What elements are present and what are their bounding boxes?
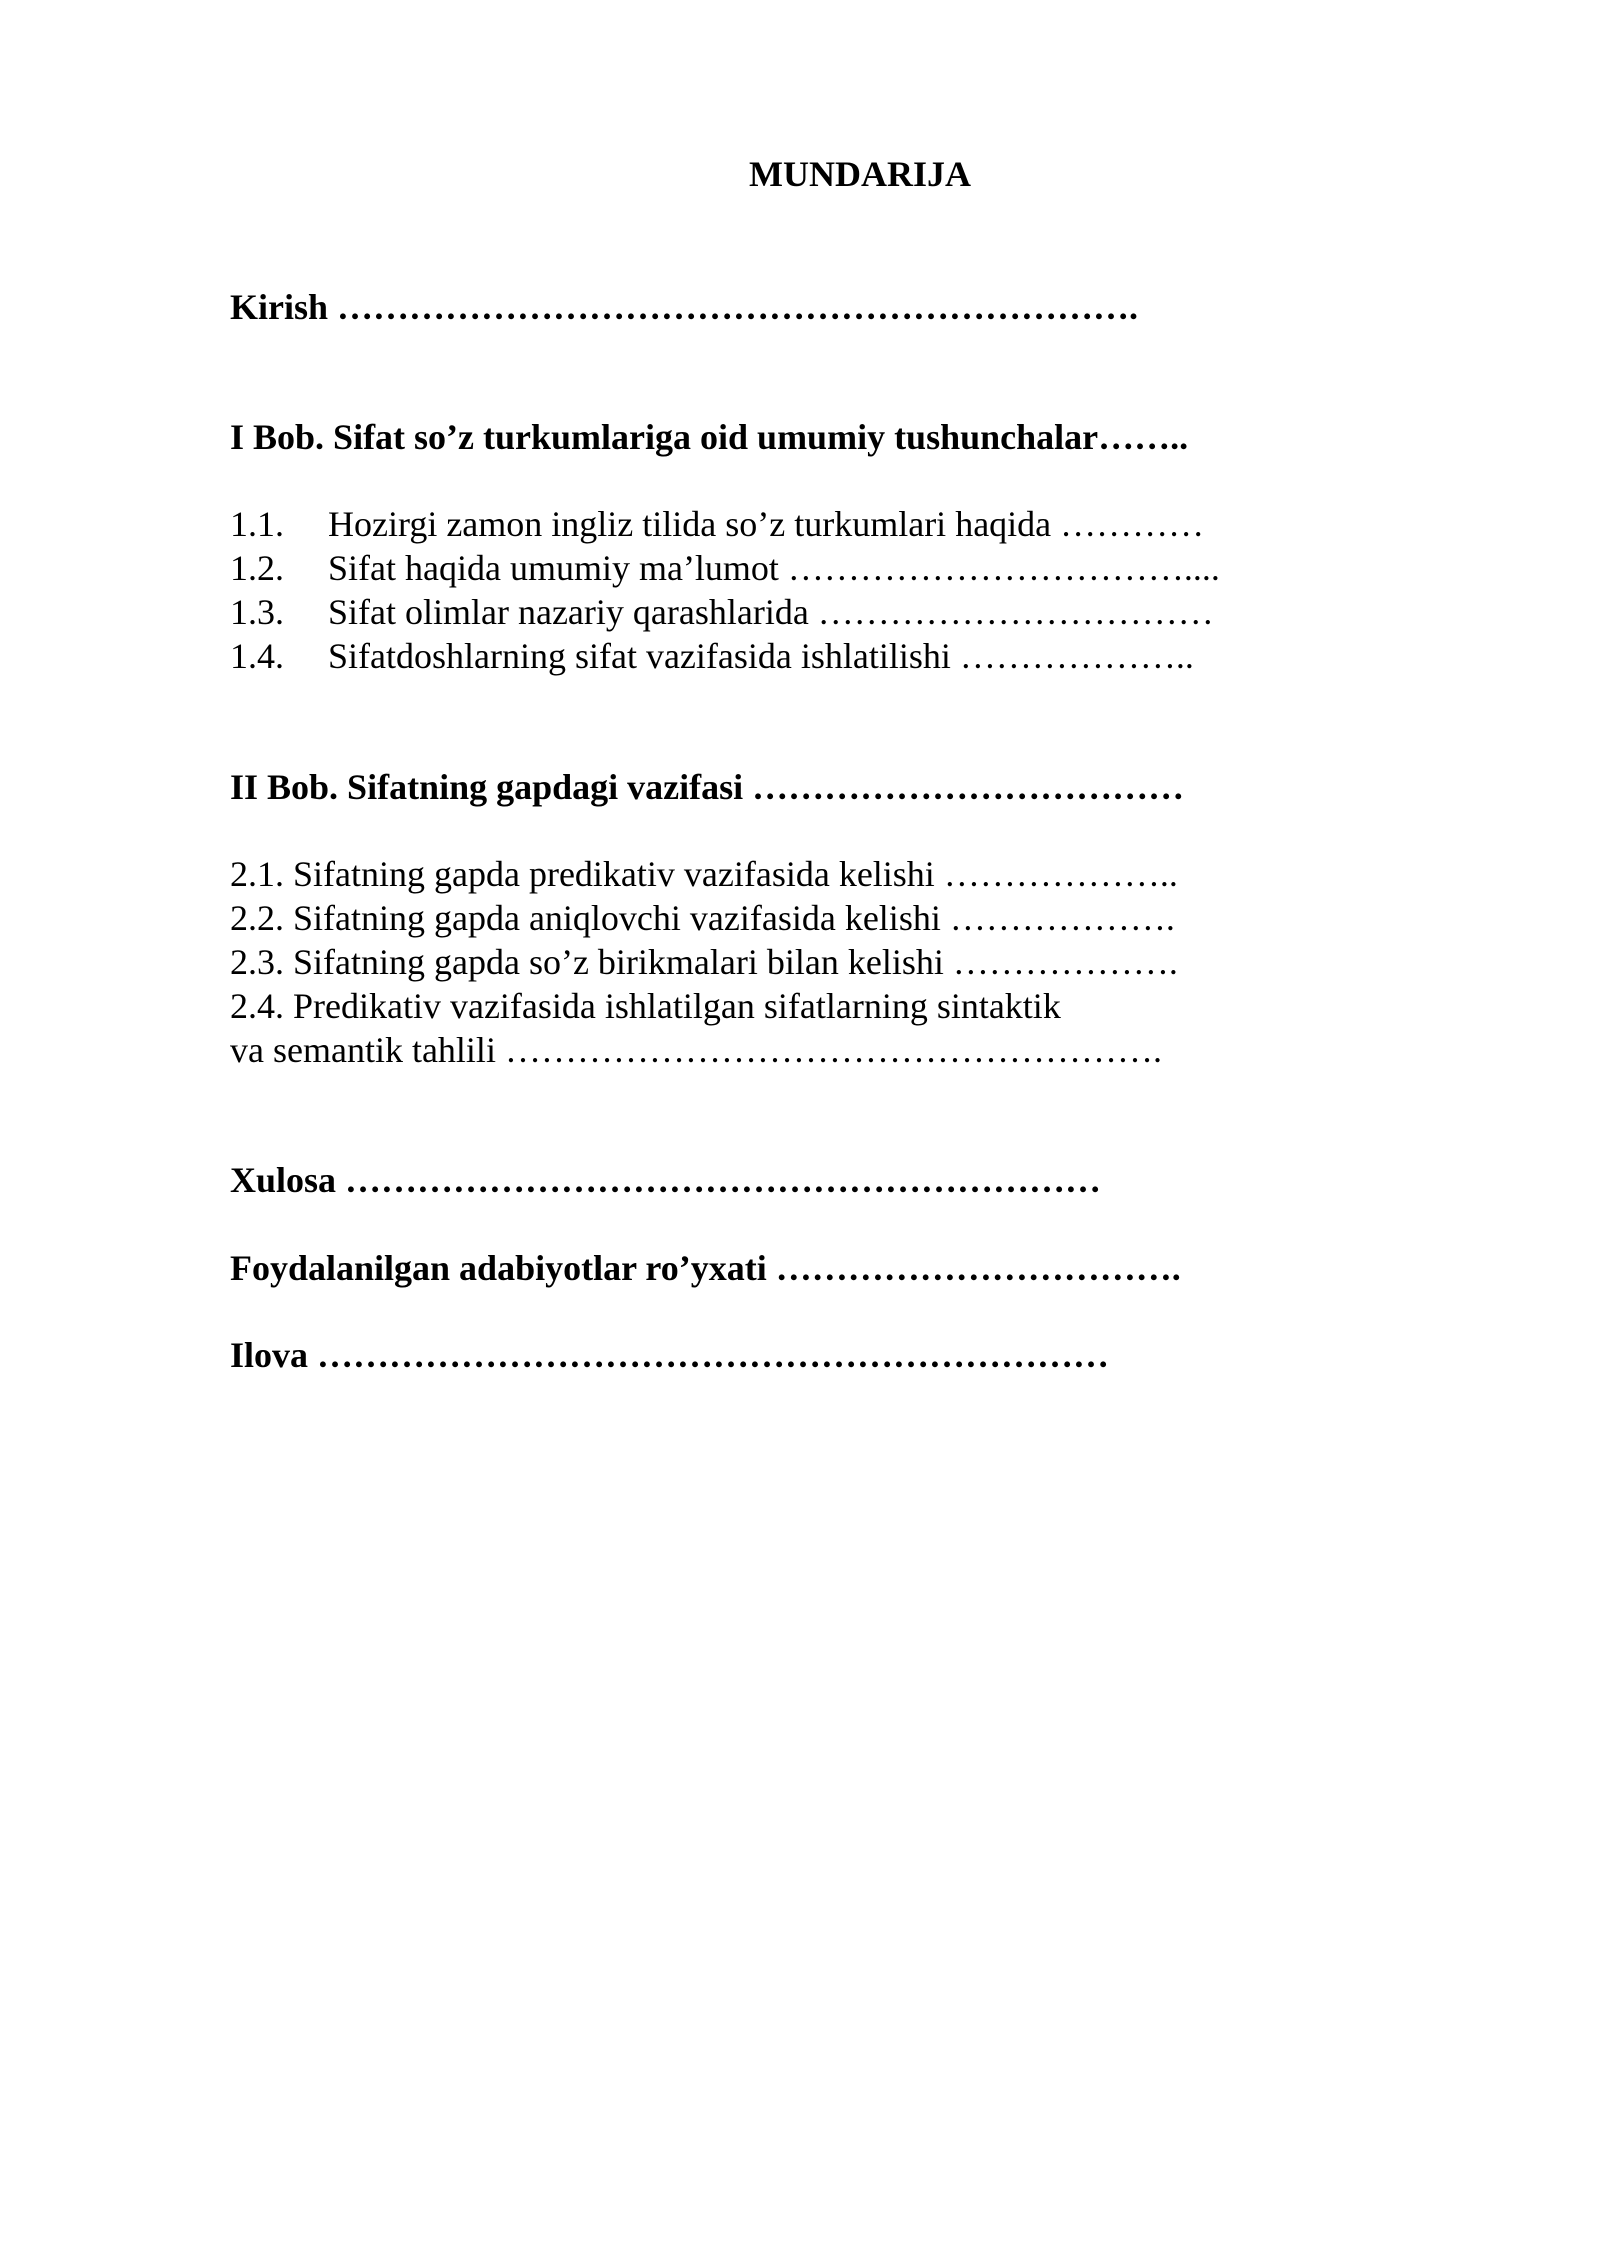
toc-item-1-1 bbox=[230, 502, 1204, 546]
toc-item-1-4 bbox=[230, 634, 1194, 678]
page-title: MUNDARIJA bbox=[749, 154, 971, 194]
toc-chapter-2-heading: II Bob. Sifatning gapdagi vazifasi ……………………………… bbox=[230, 767, 1185, 807]
toc-entry-conclusion: Xulosa ……………………………………………………… bbox=[230, 1160, 1102, 1200]
toc-item-2-2: 2.2. Sifatning gapda aniqlovchi vazifasida kelishi ………………. bbox=[230, 898, 1175, 938]
toc-item-number: 1.3. bbox=[230, 592, 284, 632]
toc-item-2-1: 2.1. Sifatning gapda predikativ vazifasida kelishi ……………….. bbox=[230, 854, 1178, 894]
toc-item-1-2 bbox=[230, 546, 1220, 590]
toc-item-number: 1.1. bbox=[230, 504, 284, 544]
toc-entry-appendix: Ilova ………………………………………………………… bbox=[230, 1335, 1110, 1375]
toc-item-2-3: 2.3. Sifatning gapda so’z birikmalari bilan kelishi ………………. bbox=[230, 942, 1178, 982]
toc-item-number: 1.4. bbox=[230, 636, 284, 676]
toc-item-number: 1.2. bbox=[230, 548, 284, 588]
toc-item-2-4-continued: va semantik tahlili ………………………………………………. bbox=[230, 1030, 1162, 1070]
toc-item-1-3 bbox=[230, 590, 1214, 634]
toc-item-text: Sifat olimlar nazariy qarashlarida …………………………… bbox=[328, 592, 1214, 632]
toc-entry-intro: Kirish …………………………………………………………. bbox=[230, 287, 1139, 327]
toc-item-text: Hozirgi zamon ingliz tilida so’z turkumlari haqida ………… bbox=[328, 504, 1205, 544]
toc-item-2-4: 2.4. Predikativ vazifasida ishlatilgan sifatlarning sintaktik bbox=[230, 986, 1061, 1026]
toc-item-text: Sifat haqida umumiy ma’lumot …………………………….... bbox=[328, 548, 1220, 588]
toc-chapter-1-heading: I Bob. Sifat so’z turkumlariga oid umumiy tushunchalar…….. bbox=[230, 417, 1189, 457]
toc-item-text: Sifatdoshlarning sifat vazifasida ishlatilishi ……………….. bbox=[328, 636, 1194, 676]
toc-entry-references: Foydalanilgan adabiyotlar ro’yxati ……………………………. bbox=[230, 1248, 1181, 1288]
